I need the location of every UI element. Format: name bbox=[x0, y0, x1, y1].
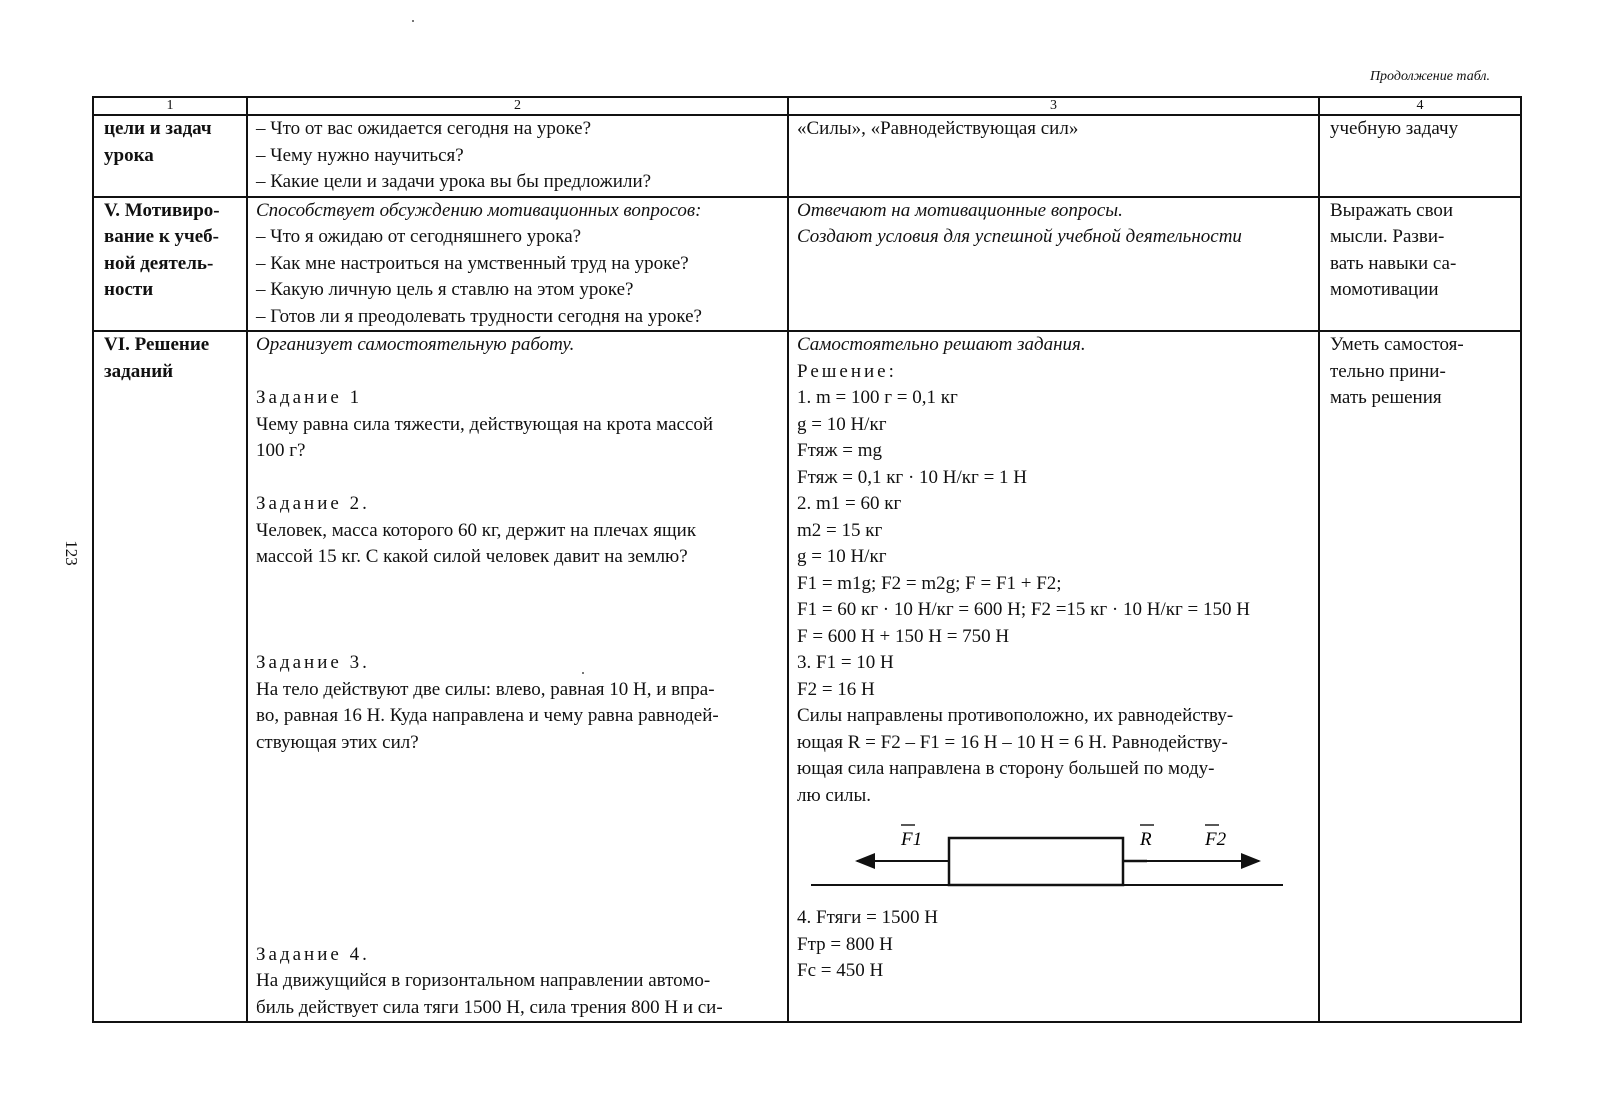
text-line: – Какую личную цель я ставлю на этом уроке? bbox=[256, 279, 634, 300]
text-line: На тело действуют две силы: влево, равная 10 Н, и впра- bbox=[256, 678, 715, 700]
text-line: 2. m1 = 60 кг bbox=[797, 493, 902, 514]
teacher-activity-cell bbox=[247, 331, 788, 1022]
text-line: – Чему нужно научиться? bbox=[256, 144, 464, 166]
student-activity-cell bbox=[788, 115, 1319, 197]
text-line: Отвечают на мотивационные вопросы. bbox=[797, 199, 1123, 221]
text-line: момотивации bbox=[1330, 279, 1439, 300]
student-activity-cell bbox=[788, 331, 1319, 1022]
table-row bbox=[93, 331, 1521, 1022]
task-heading: Задание 1 bbox=[256, 387, 363, 408]
table-row bbox=[93, 197, 1521, 332]
task-heading: Решение: bbox=[797, 360, 897, 382]
text-line: ности bbox=[104, 279, 154, 300]
force-diagram bbox=[797, 813, 1314, 905]
blank-line bbox=[256, 359, 783, 386]
f2-label: F2 bbox=[1205, 829, 1227, 850]
text-line: Fтяж = mg bbox=[797, 440, 882, 461]
lesson-table bbox=[92, 96, 1522, 1023]
column-number: 1 bbox=[93, 97, 247, 115]
blank-line bbox=[256, 624, 783, 651]
text-line: g = 10 Н/кг bbox=[797, 546, 887, 567]
text-line: Чему равна сила тяжести, действующая на крота массой bbox=[256, 413, 714, 435]
column-number-row bbox=[93, 97, 1521, 115]
page-number: 123 bbox=[61, 540, 81, 566]
blank-line bbox=[256, 862, 783, 889]
blank-line bbox=[256, 915, 783, 942]
column-number: 3 bbox=[788, 97, 1319, 115]
task-heading: Задание 4. bbox=[256, 943, 370, 965]
continuation-note: Продолжение табл. bbox=[1369, 69, 1490, 84]
blank-line bbox=[256, 836, 783, 863]
text-line: ной деятель- bbox=[104, 252, 214, 274]
text-line: Силы направлены противоположно, их равнодейству- bbox=[797, 705, 1234, 726]
blank-line bbox=[256, 571, 783, 598]
stage-cell bbox=[93, 331, 247, 1022]
text-line: Способствует обсуждению мотивационных вопросов: bbox=[256, 199, 702, 221]
blank-line bbox=[256, 783, 783, 810]
text-line: лю силы. bbox=[797, 784, 872, 806]
text-line: Создают условия для успешной учебной деятельности bbox=[797, 226, 1242, 247]
task-heading: Задание 3. bbox=[256, 652, 370, 673]
text-line: – Как мне настроиться на умственный труд на уроке? bbox=[256, 252, 689, 274]
blank-line bbox=[256, 465, 783, 492]
text-line: ющая сила направлена в сторону большей по моду- bbox=[797, 758, 1215, 779]
text-line: биль действует сила тяги 1500 Н, сила трения 800 Н и си- bbox=[256, 996, 723, 1018]
blank-line bbox=[256, 597, 783, 624]
text-line: во, равная 16 Н. Куда направлена и чему равна равнодей- bbox=[256, 705, 719, 726]
text-line: 100 г? bbox=[256, 440, 306, 461]
text-line: – Какие цели и задачи урока вы бы предложили? bbox=[256, 171, 652, 192]
text-line: Организует самостоятельную работу. bbox=[256, 334, 575, 355]
blank-line bbox=[256, 809, 783, 836]
text-line: Человек, масса которого 60 кг, держит на плечах ящик bbox=[256, 519, 697, 541]
blank-line bbox=[256, 889, 783, 916]
column-number: 2 bbox=[247, 97, 788, 115]
text-line: Самостоятельно решают задания. bbox=[797, 334, 1086, 355]
r-label: R bbox=[1140, 829, 1152, 850]
text-line: ющая R = F2 – F1 = 16 Н – 10 Н = 6 Н. Равнодейству- bbox=[797, 731, 1228, 753]
text-line: – Готов ли я преодолевать трудности сегодня на уроке? bbox=[256, 305, 702, 327]
text-line: 3. F1 = 10 Н bbox=[797, 652, 894, 673]
blank-line bbox=[256, 756, 783, 783]
skills-cell bbox=[1319, 115, 1521, 197]
text-line: урока bbox=[104, 144, 154, 166]
table-row bbox=[93, 115, 1521, 197]
text-line: ствующая этих сил? bbox=[256, 731, 419, 753]
text-line: VI. Решение bbox=[104, 334, 210, 355]
text-line: Fтр = 800 Н bbox=[797, 933, 893, 955]
column-number: 4 bbox=[1319, 97, 1521, 115]
text-line: F1 = 60 кг · 10 Н/кг = 600 Н; F2 =15 кг · 10 Н/кг = 150 Н bbox=[797, 599, 1250, 620]
text-line: учебную задачу bbox=[1330, 118, 1459, 139]
body-block bbox=[949, 838, 1123, 885]
teacher-activity-cell bbox=[247, 197, 788, 332]
text-line: m2 = 15 кг bbox=[797, 519, 883, 541]
skills-cell bbox=[1319, 197, 1521, 332]
text-line: 4. Fтяги = 1500 Н bbox=[797, 907, 939, 928]
text-line: F = 600 Н + 150 Н = 750 Н bbox=[797, 625, 1010, 647]
text-line: массой 15 кг. С какой силой человек давит на землю? bbox=[256, 546, 688, 567]
text-line: заданий bbox=[104, 360, 174, 382]
f1-label: F1 bbox=[901, 829, 923, 850]
text-line: цели и задач bbox=[104, 118, 212, 139]
text-line: Fтяж = 0,1 кг · 10 Н/кг = 1 Н bbox=[797, 466, 1028, 488]
teacher-activity-cell bbox=[247, 115, 788, 197]
skills-cell bbox=[1319, 331, 1521, 1022]
text-line: тельно прини- bbox=[1330, 360, 1446, 382]
text-line: мысли. Разви- bbox=[1330, 226, 1445, 247]
text-line: Fc = 450 Н bbox=[797, 960, 884, 981]
text-line: На движущийся в горизонтальном направлении автомо- bbox=[256, 970, 711, 991]
text-line: Выражать свои bbox=[1330, 199, 1454, 221]
stage-cell bbox=[93, 197, 247, 332]
text-line: 1. m = 100 г = 0,1 кг bbox=[797, 387, 958, 408]
text-line: V. Мотивиро- bbox=[104, 199, 220, 221]
text-line: вание к учеб- bbox=[104, 226, 220, 247]
text-line: «Силы», «Равнодействующая сил» bbox=[797, 118, 1079, 139]
student-activity-cell bbox=[788, 197, 1319, 332]
stage-cell bbox=[93, 115, 247, 197]
text-line: – Что я ожидаю от сегодняшнего урока? bbox=[256, 226, 582, 247]
text-line: g = 10 Н/кг bbox=[797, 413, 887, 435]
text-line: Уметь самостоя- bbox=[1330, 334, 1464, 355]
task-heading: Задание 2. bbox=[256, 493, 370, 514]
text-line: мать решения bbox=[1330, 387, 1442, 408]
scan-dot bbox=[412, 20, 414, 22]
text-line: F1 = m1g; F2 = m2g; F = F1 + F2; bbox=[797, 572, 1062, 594]
text-line: – Что от вас ожидается сегодня на уроке? bbox=[256, 118, 592, 139]
text-line: вать навыки са- bbox=[1330, 252, 1457, 274]
text-line: F2 = 16 Н bbox=[797, 678, 875, 700]
